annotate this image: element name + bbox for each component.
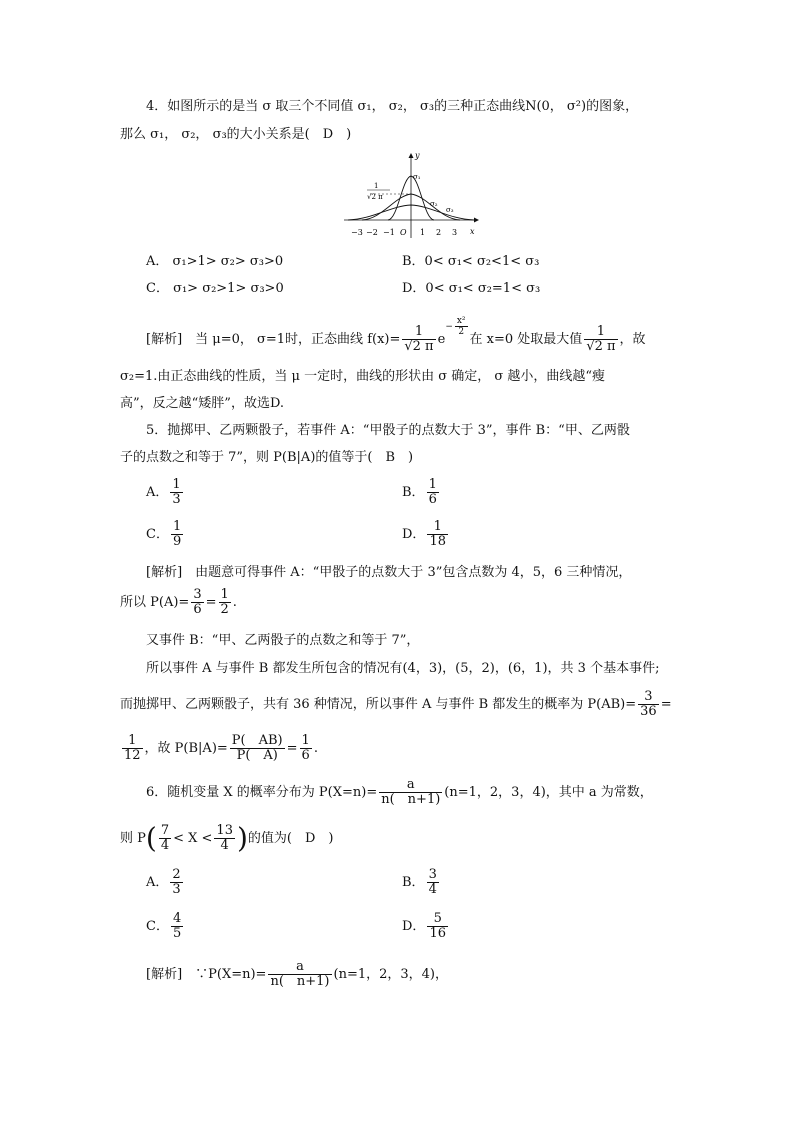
fig-x-label: x bbox=[470, 227, 475, 236]
q5-solution-line3: 又事件 B：“甲、乙两骰子的点数之和等于 7”， bbox=[146, 633, 420, 648]
q5-solution-line2: 所以 P(A)= $\frac{3}{6}$ = $\frac{1}{2}$ . bbox=[120, 587, 237, 617]
q5-solution-line4: 所以事件 A 与事件 B 都发生所包含的情况有(4，3)，(5，2)，(6，1)，共 3 个基本事件; bbox=[146, 661, 660, 676]
q4-stem-line1: 4．如图所示的是当 σ 取三个不同值 σ₁， σ₂， σ₃的三种正态曲线N(0， σ²)的图象， bbox=[146, 99, 639, 114]
q5-option-c: C． $\frac{1}{9}$ bbox=[146, 519, 182, 549]
q5-stem-line2: 子的点数之和等于 7”，则 P(B|A)的值等于( B ) bbox=[120, 450, 414, 465]
fig-s1-label: σ₁ bbox=[413, 173, 421, 181]
q5-stem-line1: 5．抛掷甲、乙两颗骰子，若事件 A：“甲骰子的点数大于 3”，事件 B：“甲、乙两骰 bbox=[146, 423, 630, 438]
q6-stem-line2: 则 P( $\frac{7}{4}$ < X < $\frac{13}{4}$ )的值为( D ) bbox=[120, 821, 334, 855]
q6-stem-line1: 6．随机变量 X 的概率分布为 P(X=n)= $\frac{a}{n( n+1)}$ (n=1，2，3，4)，其中 a 为常数， bbox=[146, 777, 653, 807]
fig-origin: O bbox=[400, 228, 407, 237]
q4-solution-line1: [解析] 当 μ=0， σ=1时，正态曲线 f(x)= $\frac{1}{√2 \pi}$ e− $\frac{\text{x²}}{2}$ 在 x=0 处取最大值 $\frac{1}{√2 \pi}$ ，故 bbox=[146, 316, 646, 354]
fig-peak-den: √2 π bbox=[367, 193, 383, 201]
q6-option-c: C． $\frac{4}{5}$ bbox=[146, 911, 182, 941]
fig-tick: 1 bbox=[420, 228, 426, 237]
q5-solution-line1: [解析] 由题意可得事件 A：“甲骰子的点数大于 3”包含点数为 4，5，6 三种情况， bbox=[146, 565, 632, 580]
q6-option-d: D． $\frac{5}{16}$ bbox=[402, 911, 446, 941]
q5-option-b: B． $\frac{1}{6}$ bbox=[402, 477, 437, 507]
normal-curves-figure bbox=[340, 150, 480, 242]
q4-option-a: A． σ₁>1> σ₂> σ₃>0 bbox=[146, 254, 284, 269]
fig-y-label: y bbox=[415, 151, 420, 160]
q6-solution-line1: [解析] ∵P(X=n)= $\frac{a}{n( n+1)}$ (n=1，2，3，4)， bbox=[146, 959, 449, 989]
q6-option-b: B． $\frac{3}{4}$ bbox=[402, 867, 437, 897]
fig-s3-label: σ₃ bbox=[446, 206, 454, 214]
fig-tick: −1 bbox=[383, 228, 395, 237]
q4-solution-line3: 高”，反之越“矮胖”，故选D. bbox=[120, 396, 285, 411]
q5-solution-line5: 而抛掷甲、乙两颗骰子，共有 36 种情况，所以事件 A 与事件 B 都发生的概率为 P(AB)= $\frac{3}{36}$ = bbox=[120, 689, 672, 719]
q4-option-b: B．0< σ₁< σ₂<1< σ₃ bbox=[402, 254, 540, 269]
fig-tick: −2 bbox=[366, 228, 378, 237]
q4-solution-line2: σ₂=1.由正态曲线的性质，当 μ 一定时，曲线的形状由 σ 确定， σ 越小，曲线越“瘦 bbox=[120, 369, 606, 384]
fig-s2-label: σ₂ bbox=[430, 200, 438, 208]
q4-stem-line2: 那么 σ₁， σ₂， σ₃的大小关系是( D ) bbox=[120, 127, 352, 142]
fig-tick: 3 bbox=[452, 228, 458, 237]
q4-option-c: C． σ₁> σ₂>1> σ₃>0 bbox=[146, 281, 284, 296]
q6-option-a: A． $\frac{2}{3}$ bbox=[146, 867, 181, 897]
q5-option-a: A． $\frac{1}{3}$ bbox=[146, 477, 181, 507]
fig-peak-num: 1 bbox=[374, 182, 379, 190]
q5-solution-line6: $\frac{1}{12}$ ，故 P(B|A)= $\frac{P( AB)}{P( A)}$ = $\frac{1}{6}$ . bbox=[124, 733, 318, 763]
q4-option-d: D．0< σ₁< σ₂=1< σ₃ bbox=[402, 281, 541, 296]
fig-tick: −3 bbox=[351, 228, 363, 237]
q5-option-d: D． $\frac{1}{18}$ bbox=[402, 519, 446, 549]
fig-tick: 2 bbox=[436, 228, 442, 237]
